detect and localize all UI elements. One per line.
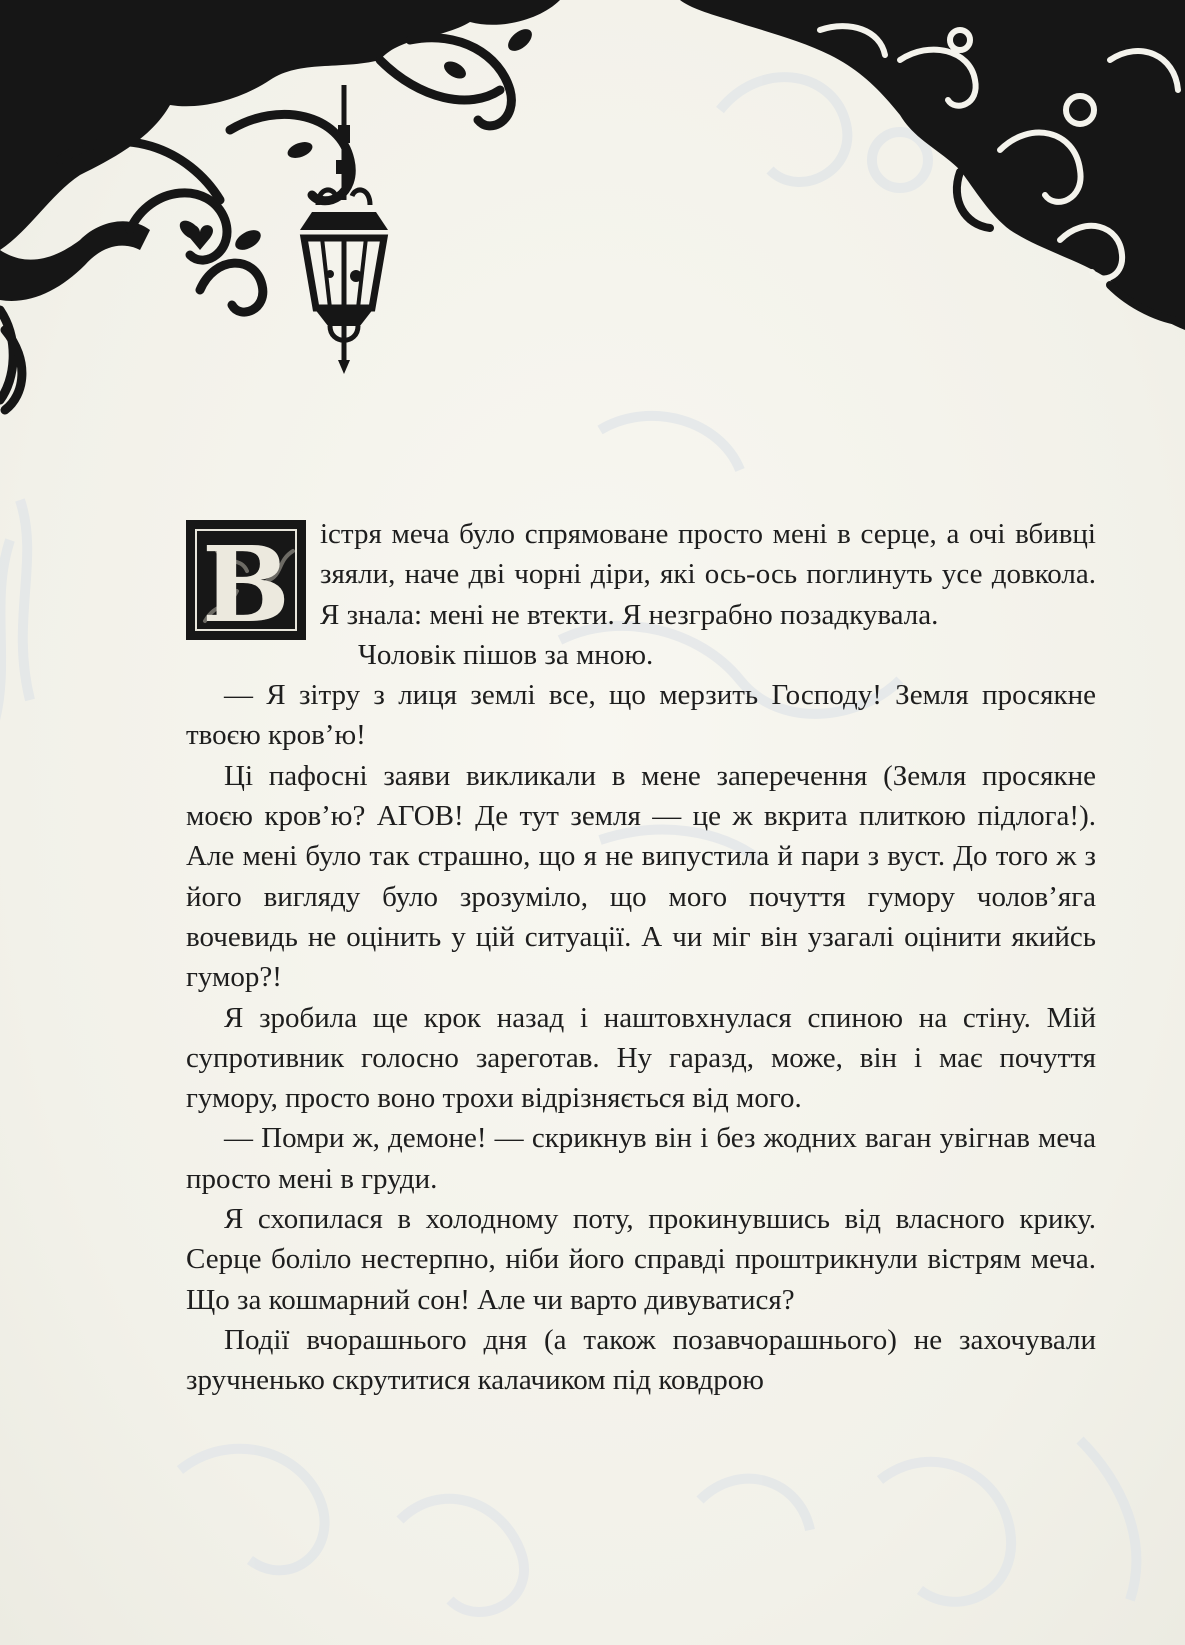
dropcap-letter: В — [202, 529, 290, 631]
paragraph: — Помри ж, демоне! — скрикнув він і без жодних ваган увігнав меча просто мені в груди. — [186, 1122, 1096, 1195]
lantern-icon — [300, 85, 388, 374]
paragraph: Я схопилася в холодному поту, прокинувшись від власного крику. Серце боліло нестерпно, ніби його справді проштрикнули вістрям меча. Що за кошмарний сон! Але чи варто дивуватися? — [186, 1203, 1096, 1316]
paragraph: істря меча було спрямоване просто мені в серце, а очі вбивці зяяли, наче дві чорні діри, які ось-ось поглинуть усе довкола. Я знала: мені не втекти. Я незграбно позадкувала. — [320, 518, 1096, 631]
body-text — [186, 514, 1096, 1401]
paragraph: Ці пафосні заяви викликали в мене заперечення (Земля просякне моєю кров’ю? АГОВ! Де тут земля — це ж вкрита плиткою підлога!). Але мені було так страшно, що я не випустила й пари з вуст. До того ж з його вигляду було зрозуміло, що мого почуття гумору чолов’яга вочевидь не оцінить у цій ситуації. А чи міг він узагалі оцінити якийсь гумор?! — [186, 759, 1096, 994]
dropcap-frame — [195, 529, 297, 631]
dropcap — [186, 520, 306, 640]
paragraph: Я зробила ще крок назад і наштовхнулася спиною на стіну. Мій супротивник голосно зареготав. Ну гаразд, може, він і має почуття гумору, просто воно трохи відрізняється від мого. — [186, 1001, 1096, 1115]
paragraph: Події вчорашнього дня (а також позавчорашнього) не захочували зручненько скрутитися калачиком під ковдрою — [186, 1323, 1096, 1397]
paragraph: — Я зітру з лиця землі все, що мерзить Господу! Земля просякне твоєю кров’ю! — [186, 679, 1096, 752]
paragraph: Чоловік пішов за мною. — [358, 638, 654, 671]
